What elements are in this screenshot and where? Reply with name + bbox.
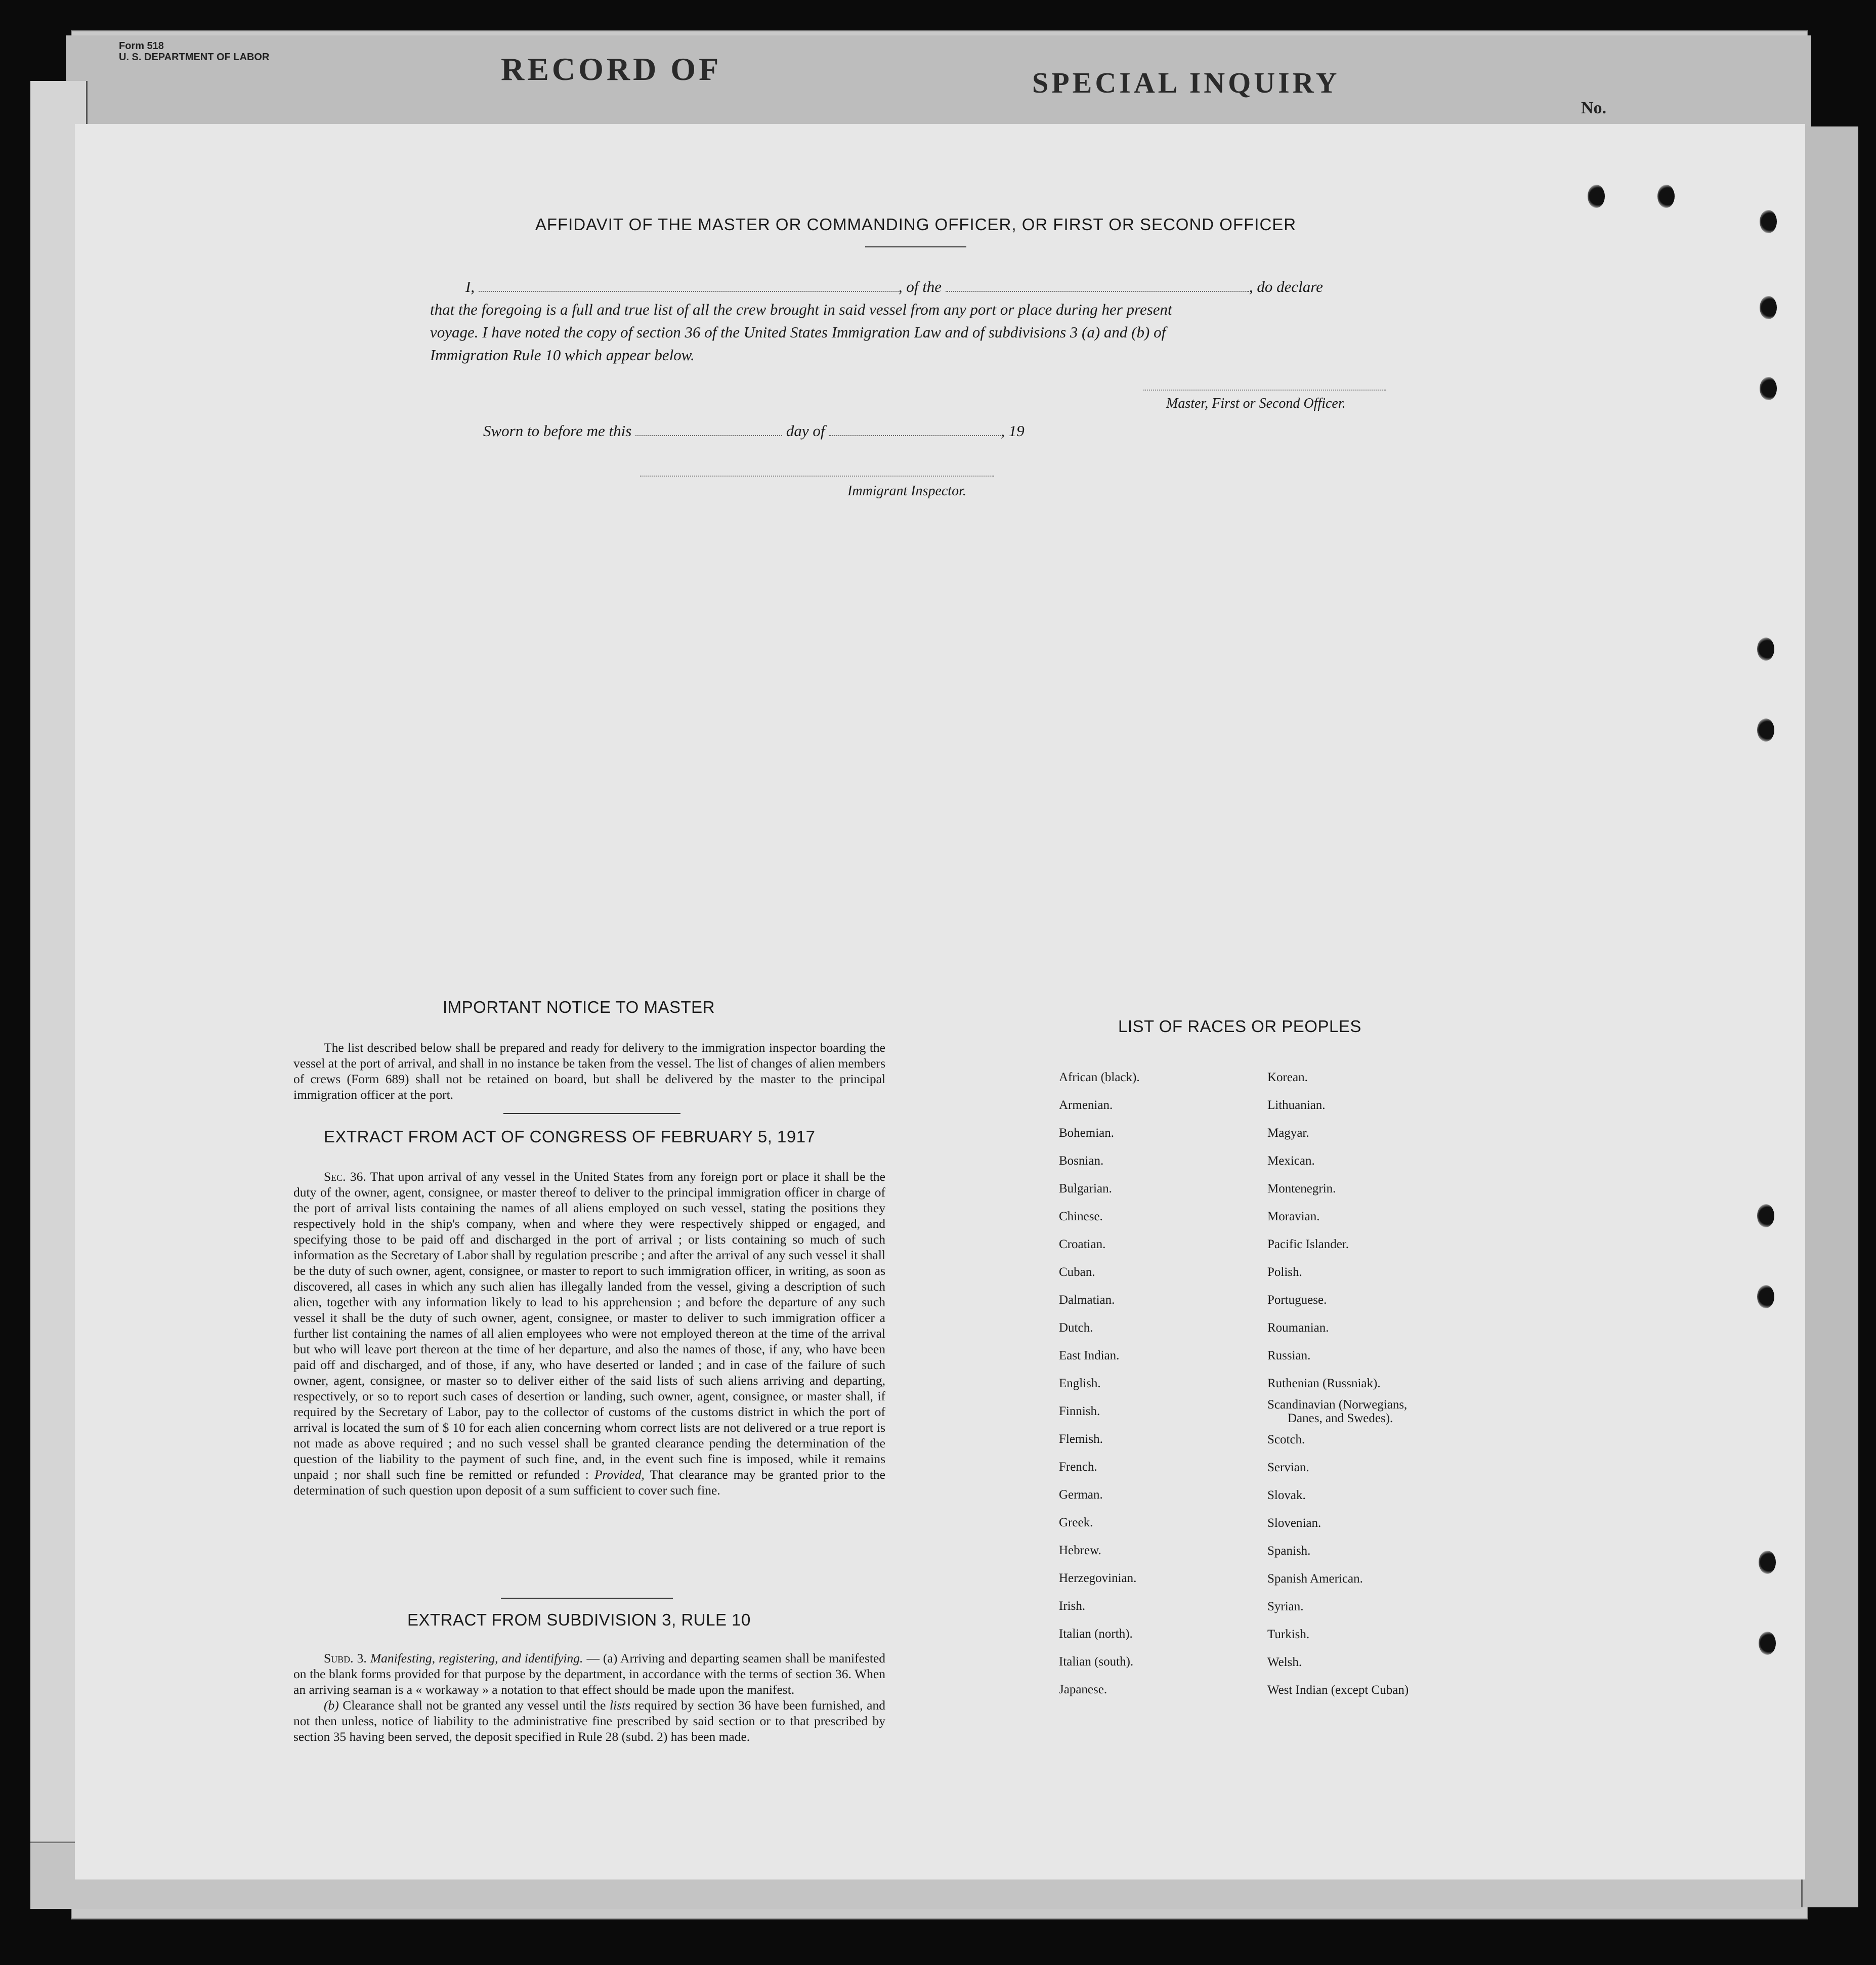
do-declare-label: , do declare (1249, 278, 1323, 295)
clause-b-text-2: required by section 36 have been furnished, and not then unless, notice of liability to the administrative fine prescribed by said section or to that prescribed by section 35 having been served, the deposit specified in Rule 28 (subd. 2) has been made. (293, 1698, 885, 1744)
inspector-signature-field[interactable] (640, 476, 994, 477)
clause-b-text-1: Clearance shall not be granted any vessel until the (343, 1698, 606, 1713)
race-item: Magyar. (1267, 1126, 1309, 1140)
affidavit-line-3: voyage. I have noted the copy of section 36 of the United States Immigration Law and of subdivisions 3 (a) and (b) of (430, 323, 1166, 341)
punch-hole-icon (1757, 1285, 1774, 1308)
race-item: Bohemian. (1059, 1126, 1115, 1140)
affidavit-line-2: that the foregoing is a full and true list of all the crew brought in said vessel from any port or place during her present (430, 301, 1172, 318)
rule10-text (293, 1650, 885, 1744)
race-item: Irish. (1059, 1599, 1086, 1613)
races-heading: LIST OF RACES OR PEOPLES (1118, 1017, 1361, 1036)
race-item: Chinese. (1059, 1210, 1103, 1223)
race-item: Pacific Islander. (1267, 1237, 1349, 1251)
race-item: Portuguese. (1267, 1293, 1327, 1307)
notice-paragraph: The list described below shall be prepared and ready for delivery to the immigration inspector boarding the vessel at the port of arrival, and shall in no instance be taken from the vessel. The list of changes of alien members of crews (Form 689) shall not be retained on board, but shall be delivered by the master to the principal immigration officer at the port. (293, 1040, 885, 1102)
act-heading: EXTRACT FROM ACT OF CONGRESS OF FEBRUARY 5, 1917 (324, 1127, 816, 1146)
rule10-heading: EXTRACT FROM SUBDIVISION 3, RULE 10 (407, 1610, 751, 1629)
subdivision-label: Subd. 3. (324, 1651, 367, 1665)
race-item: Japanese. (1059, 1683, 1107, 1696)
race-item (1267, 1397, 1409, 1426)
race-item: Italian (south). (1059, 1655, 1134, 1669)
of-the-label: , of the (898, 278, 942, 295)
punch-hole-icon (1760, 377, 1777, 400)
act-paragraph: That upon arrival of any vessel in the United States from any foreign port or place it shall be the duty of the owner, agent, consignee, or master thereof to deliver to the principal immigration officer in charge of the port of arrival lists containing the names of all aliens employed on such vessel, stating the positions they respectively hold in the ship's company, when and where they were respectively shipped or engaged, and specifying those to be paid off and discharged in the port of arrival ; or lists containing so much of such information as the Secretary of Labor shall by regulation prescribe ; and after the arrival of any such vessel it shall be the duty of such owner, agent, consignee, or master to report to such immigration officer, in writing, as soon as discovered, all cases in which any such alien has illegally landed from the vessel, giving a description of such alien, together with any information likely to lead to his apprehension ; and before the departure of any such vessel it shall be the duty of such owner, agent, consignee, or master to deliver to such immigration officer a further list containing the names of all alien employees who were not employed thereon at the time of the arrival but who will leave port thereon at the time of her departure, and also the names of those, if any, who have been paid off and discharged, and of those, if any, who have deserted or landed ; and in case of the failure of such owner, agent, consignee, or master so to deliver either of the said lists of such aliens arriving and departing, respectively, or so to report such cases of desertion or landing, such owner, agent, consignee, or master shall, if required by the Secretary of Labor, pay to the collector of customs of the customs district in which the port of arrival is located the sum of $ 10 for each alien concerning whom correct lists are not delivered or a true report is not made as above required ; and no such vessel shall be granted clearance pending the determination of the question of the liability to the payment of such fine, and, in the event such fine is imposed, while it remains unpaid ; nor shall such fine be remitted or refunded : (293, 1169, 885, 1482)
master-signature-label: Master, First or Second Officer. (1166, 396, 1346, 411)
punch-hole-icon (1759, 1632, 1776, 1655)
clause-b-lists: lists (609, 1698, 631, 1713)
race-item: Dutch. (1059, 1321, 1093, 1335)
race-item: West Indian (except Cuban) (1267, 1683, 1409, 1697)
race-item: Slovenian. (1267, 1516, 1321, 1530)
notice-heading: IMPORTANT NOTICE TO MASTER (443, 998, 715, 1016)
section-label: Sec. 36. (324, 1169, 366, 1184)
race-item: Montenegrin. (1267, 1182, 1336, 1195)
header-strip (66, 35, 1811, 132)
punch-hole-icon (1757, 718, 1774, 742)
race-item: English. (1059, 1377, 1101, 1390)
clause-a-label: — (a) (586, 1651, 618, 1665)
notice-divider (503, 1113, 680, 1114)
record-title: RECORD OF (501, 51, 722, 87)
declarant-label: I, (465, 278, 475, 295)
title-underline (865, 246, 966, 247)
provided-text: That clearance may be granted prior to the determination of such question upon deposit of a sum sufficient to cover such fine. (293, 1467, 885, 1498)
race-item: Cuban. (1059, 1265, 1095, 1279)
race-item: African (black). (1059, 1071, 1140, 1084)
race-item: Finnish. (1059, 1404, 1100, 1418)
race-item-line: Scandinavian (Norwegians, (1267, 1398, 1408, 1412)
affidavit-line-4: Immigration Rule 10 which appear below. (430, 346, 695, 364)
race-item: Korean. (1267, 1071, 1308, 1084)
race-item: Turkish. (1267, 1628, 1310, 1641)
race-item: Hebrew. (1059, 1544, 1101, 1557)
race-item: Flemish. (1059, 1432, 1103, 1446)
punch-hole-icon (1760, 210, 1777, 233)
subdivision-title: Manifesting, registering, and identifying. (370, 1651, 583, 1665)
sworn-line (483, 420, 1025, 442)
inspector-signature-label: Immigrant Inspector. (847, 483, 966, 499)
main-page (75, 124, 1805, 1879)
races-column-1 (1059, 1063, 1140, 1703)
race-item: Italian (north). (1059, 1627, 1133, 1641)
punch-hole-icon (1657, 185, 1675, 208)
punch-hole-icon (1757, 1204, 1774, 1227)
notice-text (293, 1040, 885, 1102)
declarant-name-field[interactable] (479, 291, 899, 292)
race-item: Roumanian. (1267, 1321, 1329, 1335)
record-title-right: SPECIAL INQUIRY (1032, 66, 1340, 99)
race-item: Scotch. (1267, 1433, 1305, 1446)
race-item: Polish. (1267, 1265, 1302, 1279)
number-label: No. (1581, 99, 1607, 117)
race-item-line: Danes, and Swedes). (1288, 1412, 1393, 1425)
punch-hole-icon (1757, 637, 1774, 661)
race-item: Spanish. (1267, 1544, 1311, 1558)
punch-hole-icon (1760, 296, 1777, 319)
race-item: Herzegovinian. (1059, 1571, 1137, 1585)
race-item: Slovak. (1267, 1488, 1306, 1502)
race-item: East Indian. (1059, 1349, 1120, 1362)
form-number-text: Form 518 (119, 40, 164, 52)
race-item: Syrian. (1267, 1600, 1304, 1613)
form-number (119, 40, 269, 63)
vessel-name-field[interactable] (946, 291, 1249, 292)
clause-a-text: Arriving and departing seamen shall be manifested on the blank forms provided for that purpose by the department, in accordance with the terms of section 36. When an arriving seaman is a « workaway » a notation to that effect should be made upon the manifest. (293, 1651, 886, 1697)
race-item: Mexican. (1267, 1154, 1315, 1168)
affidavit-line-1 (465, 276, 1401, 298)
year-label: , 19 (1001, 422, 1025, 440)
race-item: Bulgarian. (1059, 1182, 1112, 1195)
punch-hole-icon (1759, 1551, 1776, 1574)
race-item: Moravian. (1267, 1210, 1320, 1223)
department-text: U. S. DEPARTMENT OF LABOR (119, 52, 270, 63)
race-item: Servian. (1267, 1461, 1309, 1474)
race-item: Ruthenian (Russniak). (1267, 1377, 1381, 1390)
sworn-label: Sworn to before me this (483, 422, 632, 440)
race-item: Russian. (1267, 1349, 1311, 1362)
act-divider (501, 1598, 673, 1599)
race-item: Bosnian. (1059, 1154, 1104, 1168)
act-text (293, 1169, 885, 1498)
race-item: Lithuanian. (1267, 1098, 1326, 1112)
race-item: French. (1059, 1460, 1097, 1474)
races-column-2 (1267, 1063, 1409, 1704)
race-item: Greek. (1059, 1516, 1093, 1529)
provided-label: Provided, (594, 1467, 645, 1482)
race-item: Armenian. (1059, 1098, 1113, 1112)
day-of-label: day of (786, 422, 825, 440)
race-item: Welsh. (1267, 1655, 1302, 1669)
sworn-day-field[interactable] (635, 435, 782, 436)
race-item: German. (1059, 1488, 1103, 1502)
affidavit-title: AFFIDAVIT OF THE MASTER OR COMMANDING OFFICER, OR FIRST OR SECOND OFFICER (535, 215, 1297, 234)
master-signature-field[interactable] (1143, 390, 1386, 391)
race-item: Dalmatian. (1059, 1293, 1115, 1307)
clause-b-label: (b) (324, 1698, 339, 1713)
sworn-month-field[interactable] (829, 435, 1001, 436)
race-item: Croatian. (1059, 1237, 1106, 1251)
race-item: Spanish American. (1267, 1572, 1363, 1586)
punch-hole-icon (1588, 185, 1605, 208)
